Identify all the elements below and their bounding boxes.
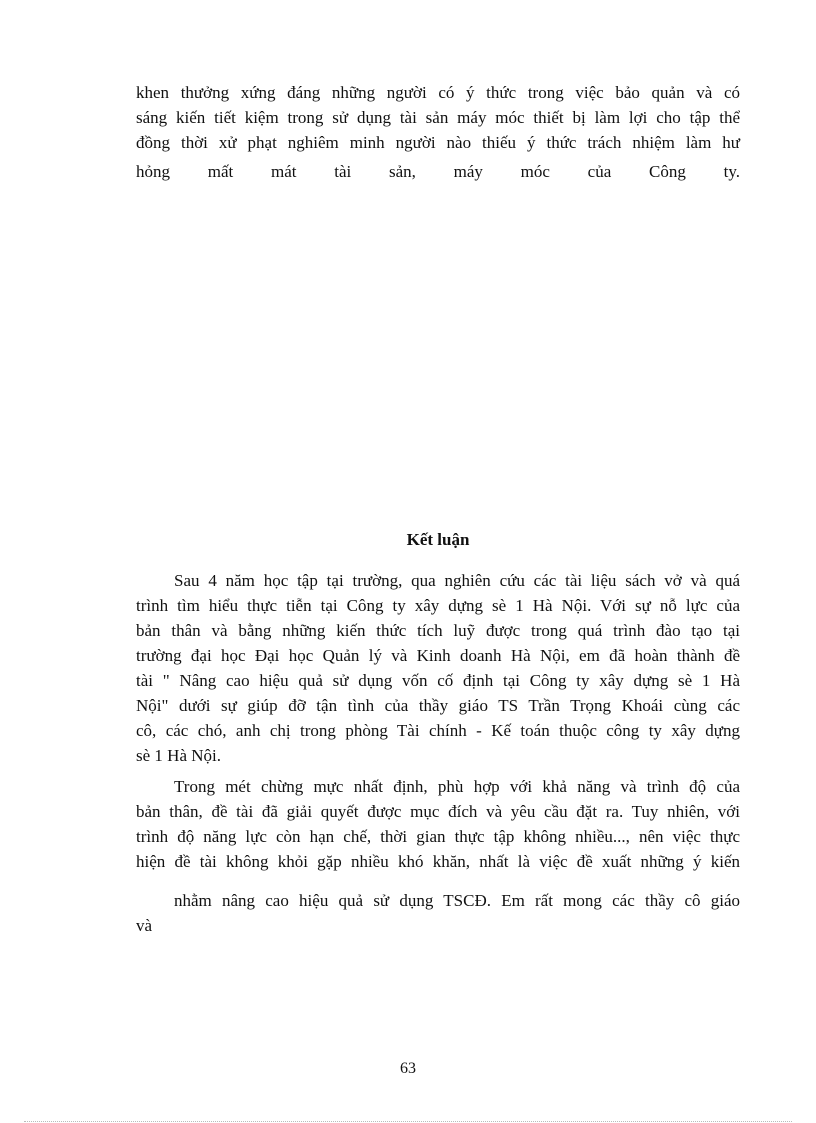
paragraph-line: sè 1 Hà Nội. [136, 746, 221, 765]
top-paragraph [136, 80, 740, 184]
paragraph-line: và [136, 916, 153, 935]
page-bottom-rule [24, 1121, 792, 1122]
conclusion-paragraph-1 [136, 568, 740, 768]
page-number: 63 [400, 1060, 416, 1077]
conclusion-paragraph-2 [136, 774, 740, 874]
paragraph-line: đồng thời xử phạt nghiêm minh người nào thiếu ý thức trách nhiệm làm hư [136, 133, 740, 152]
paragraph-line: hỏng mất mát tài sản, máy móc của Công ty. [136, 162, 740, 181]
paragraph-line: cô, các chó, anh chị trong phòng Tài chính - Kế toán thuộc công ty xây dựng [136, 721, 740, 740]
paragraph-line: nhằm nâng cao hiệu quả sử dụng TSCĐ. Em rất mong các thầy cô giáo [174, 891, 740, 910]
paragraph-line: Trong mét chừng mực nhất định, phù hợp với khả năng và trình độ của [174, 777, 740, 796]
paragraph-line: Sau 4 năm học tập tại trường, qua nghiên cứu các tài liệu sách vở và quá [174, 571, 740, 590]
paragraph-line: bản thân, đề tài đã giải quyết được mục đích và yêu cầu đặt ra. Tuy nhiên, với [136, 802, 740, 821]
conclusion-paragraph-3 [136, 888, 740, 938]
paragraph-line: trình tìm hiểu thực tiễn tại Công ty xây dựng sè 1 Hà Nội. Với sự nỗ lực của [136, 596, 740, 615]
paragraph-line: Nội" dưới sự giúp đỡ tận tình của thầy giáo TS Trần Trọng Khoái cùng các [136, 696, 740, 715]
paragraph-line: khen thưởng xứng đáng những người có ý thức trong việc bảo quản và có [136, 83, 740, 102]
paragraph-line: sáng kiến tiết kiệm trong sử dụng tài sản máy móc thiết bị làm lợi cho tập thể [136, 108, 740, 127]
paragraph-line: bản thân và bằng những kiến thức tích luỹ được trong quá trình đào tạo tại [136, 621, 740, 640]
section-title: Kết luận [406, 530, 470, 549]
paragraph-line: trường đại học Đại học Quản lý và Kinh doanh Hà Nội, em đã hoàn thành đề [136, 646, 740, 665]
paragraph-line: tài " Nâng cao hiệu quả sử dụng vốn cố định tại Công ty xây dựng sè 1 Hà [136, 671, 740, 690]
paragraph-line: hiện đề tài không khỏi gặp nhiều khó khăn, nhất là việc đề xuất những ý kiến [136, 852, 740, 871]
paragraph-line: trình độ năng lực còn hạn chế, thời gian thực tập không nhiều..., nên việc thực [136, 827, 740, 846]
